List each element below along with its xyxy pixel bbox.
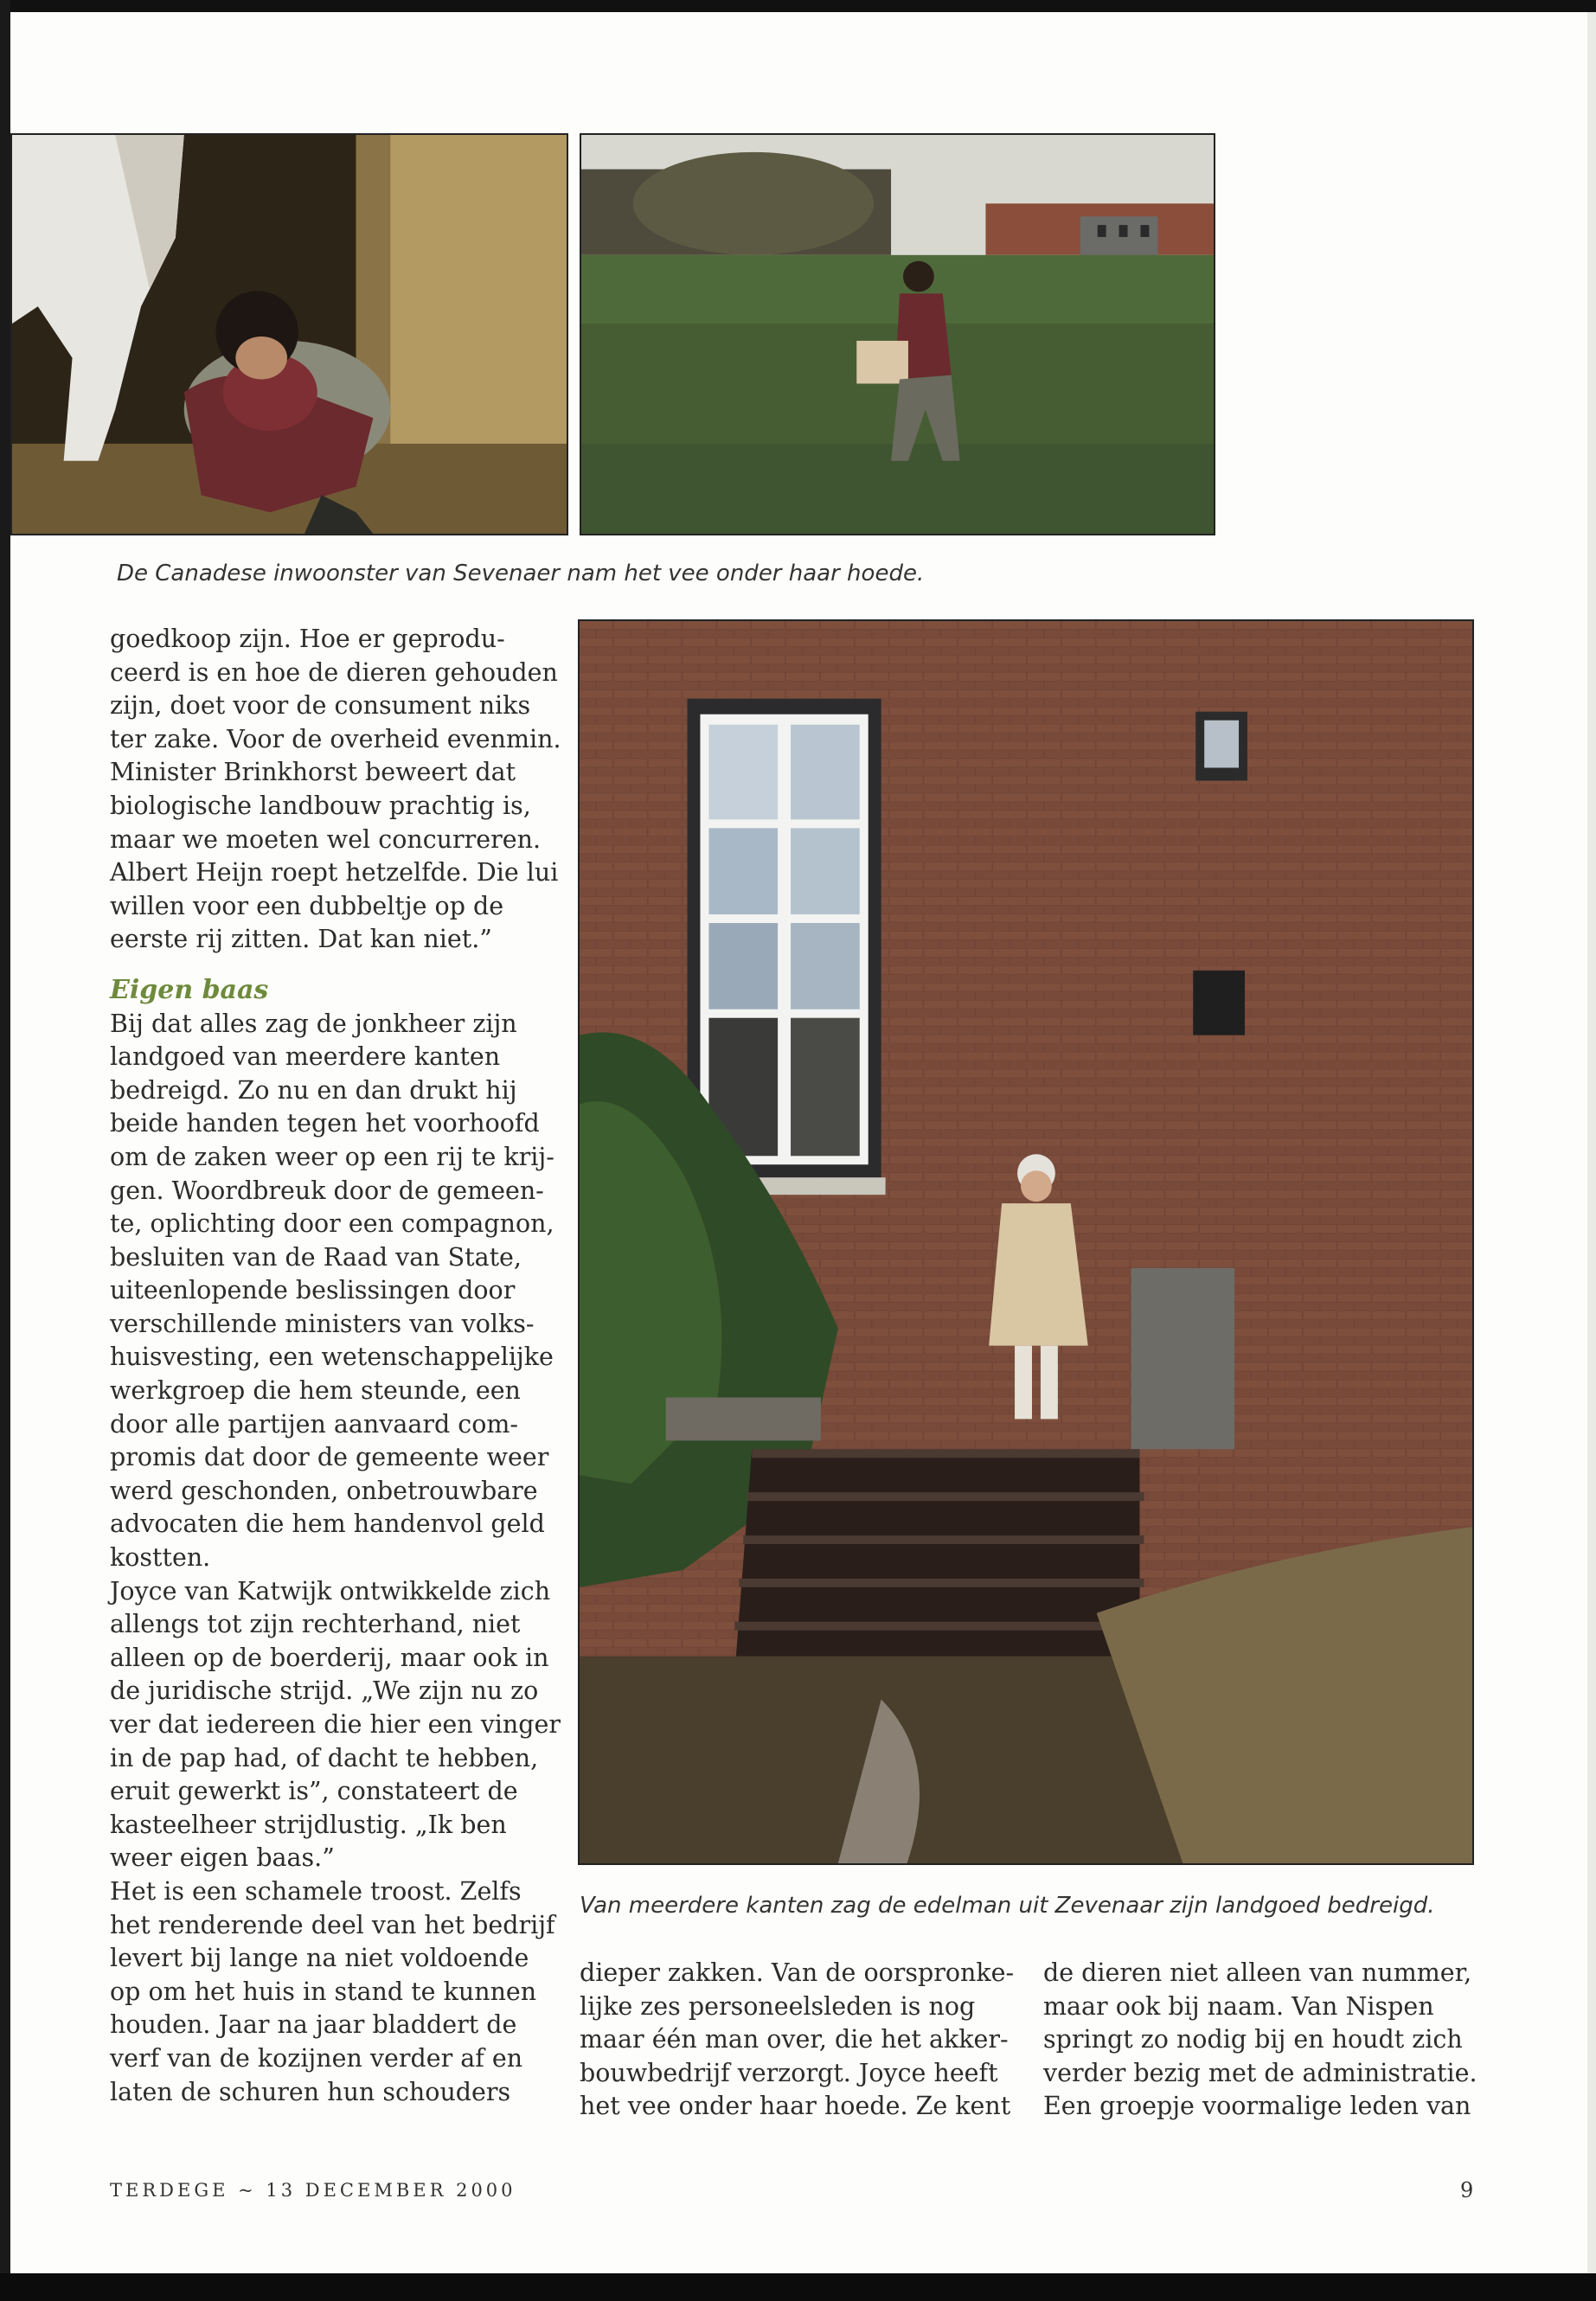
- text-line: ceerd is en hoe de dieren gehouden: [110, 657, 558, 687]
- text-line: maar we moeten wel concurreren.: [110, 824, 542, 854]
- text-line: ter zake. Voor de overheid evenmin.: [110, 724, 561, 753]
- text-line: alleen op de boerderij, maar ook in: [110, 1643, 549, 1672]
- text-line: verschillende ministers van volks-: [110, 1309, 535, 1338]
- text-line: lijke zes personeelsleden is nog: [580, 1991, 976, 2021]
- text-line: maar ook bij naam. Van Nispen: [1043, 1991, 1434, 2021]
- text-line: verder bezig met de administratie.: [1043, 2058, 1477, 2087]
- text-line: Minister Brinkhorst beweert dat: [110, 758, 516, 787]
- text-line: werd geschonden, onbetrouwbare: [110, 1476, 538, 1505]
- text-line: Albert Heijn roept hetzelfde. Die lui: [110, 858, 559, 888]
- text-line: verf van de kozijnen verder af en: [110, 2043, 523, 2073]
- body-column-right: [1043, 1957, 1477, 2124]
- text-line: ver dat iedereen die hier een vinger: [110, 1710, 561, 1739]
- text-line: houden. Jaar na jaar bladdert de: [110, 2010, 517, 2040]
- text-line: gen. Woordbreuk door de gemeen-: [110, 1176, 544, 1205]
- text-line: laten de schuren hun schouders: [110, 2077, 511, 2106]
- text-line: advocaten die hem handenvol geld: [110, 1509, 545, 1539]
- text-line: allengs tot zijn rechterhand, niet: [110, 1610, 521, 1639]
- text-line: biologische landbouw prachtig is,: [110, 791, 531, 820]
- text-line: de juridische strijd. „We zijn nu zo: [110, 1676, 539, 1706]
- text-line: in de pap had, of dacht te hebben,: [110, 1743, 539, 1772]
- page-number: 9: [1460, 2178, 1474, 2202]
- text-line: dieper zakken. Van de oorspronke-: [580, 1958, 1015, 1987]
- text-line: eruit gewerkt is”, constateert de: [110, 1777, 518, 1806]
- text-line: om de zaken weer op een rij te krij-: [110, 1142, 554, 1171]
- scan-border-bottom: [0, 2273, 1596, 2301]
- text-line: maar één man over, die het akker-: [580, 2025, 1009, 2054]
- text-line: eerste rij zitten. Dat kan niet.”: [110, 925, 492, 954]
- text-line: te, oplichting door een compagnon,: [110, 1209, 554, 1239]
- text-line: weer eigen baas.”: [110, 1843, 335, 1873]
- photo-woman-in-field: [580, 133, 1215, 535]
- text-line: kasteelheer strijdlustig. „Ik ben: [110, 1810, 507, 1839]
- text-line: het vee onder haar hoede. Ze kent: [580, 2092, 1011, 2121]
- photo-man-on-stairs: [578, 619, 1474, 1865]
- text-line: werkgroep die hem steunde, een: [110, 1376, 521, 1406]
- section-subhead: Eigen baas: [110, 974, 269, 1005]
- scan-border-top: [0, 0, 1596, 12]
- text-line: huisvesting, een wetenschappelijke: [110, 1343, 554, 1372]
- photo-woman-with-cow: [10, 133, 568, 535]
- text-line: Een groepje voormalige leden van: [1043, 2092, 1471, 2121]
- text-line: zijn, doet voor de consument niks: [110, 691, 531, 721]
- text-line: goedkoop zijn. Hoe er geprodu-: [110, 625, 505, 653]
- caption-main: Van meerdere kanten zag de edelman uit Zevenaar zijn landgoed bedreigd.: [580, 1893, 1435, 1919]
- text-line: uiteenlopende beslissingen door: [110, 1276, 516, 1305]
- text-line: Joyce van Katwijk ontwikkelde zich: [110, 1576, 551, 1606]
- text-line: levert bij lange na niet voldoende: [110, 1944, 529, 1973]
- body-column-left: [110, 623, 561, 2109]
- text-line: op om het huis in stand te kunnen: [110, 1977, 537, 2006]
- text-line: beide handen tegen het voorhoofd: [110, 1109, 540, 1138]
- scan-border-right: [1587, 12, 1596, 2273]
- text-line: besluiten van de Raad van State,: [110, 1242, 522, 1272]
- text-line: het renderende deel van het bedrijf: [110, 1910, 555, 1939]
- text-line: door alle partijen aanvaard com-: [110, 1409, 519, 1439]
- text-line: de dieren niet alleen van nummer,: [1043, 1958, 1472, 1987]
- body-column-middle: [580, 1957, 1014, 2124]
- text-line: Het is een schamele troost. Zelfs: [110, 1876, 522, 1906]
- caption-top: De Canadese inwoonster van Sevenaer nam het vee onder haar hoede.: [117, 561, 925, 586]
- text-line: kostten.: [110, 1543, 211, 1573]
- text-line: bouwbedrijf verzorgt. Joyce heeft: [580, 2058, 998, 2087]
- text-line: landgoed van meerdere kanten: [110, 1042, 501, 1072]
- text-line: Bij dat alles zag de jonkheer zijn: [110, 1009, 517, 1038]
- scan-border-left: [0, 0, 10, 2301]
- text-line: bedreigd. Zo nu en dan drukt hij: [110, 1075, 517, 1105]
- footer-publication: TERDEGE ~ 13 DECEMBER 2000: [110, 2180, 516, 2201]
- text-line: springt zo nodig bij en houdt zich: [1043, 2025, 1463, 2054]
- text-line: promis dat door de gemeente weer: [110, 1443, 549, 1472]
- text-line: willen voor een dubbeltje op de: [110, 891, 504, 920]
